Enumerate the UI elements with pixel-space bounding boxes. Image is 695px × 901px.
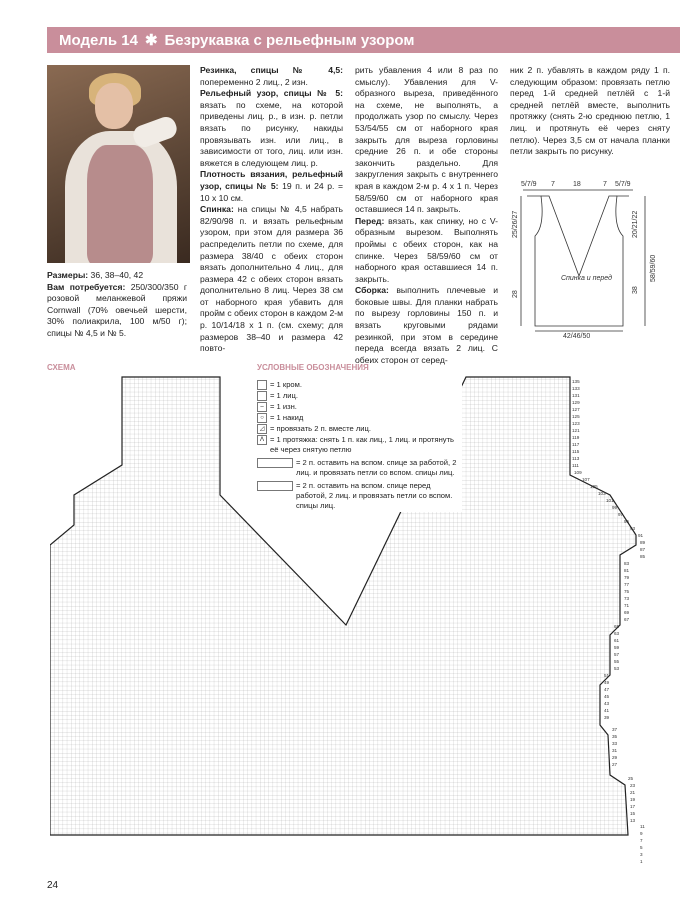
center-label: Спинка и перед bbox=[561, 275, 612, 282]
row-number-99: 99 bbox=[612, 505, 618, 510]
row-number-53: 53 bbox=[614, 666, 620, 671]
row-number-91: 91 bbox=[638, 533, 644, 538]
legend-item: ○ = 1 накид bbox=[257, 413, 462, 423]
row-number-109: 109 bbox=[574, 470, 582, 475]
column-1: Резинка, спицы № 4,5: попеременно 2 лиц., 2 изн. Рельефный узор, спицы № 5: вязать по схеме, на которой приведены лиц. р., в изн. р. петли вязать по рисунку, накиды провязывать изн. или лиц., в зависимости от того, лиц. или изн. вяжется в следующем лиц. р. Плотность вязания, рельефный узор, спицы № 5: 19 п. и 24 р. = 10 х 10 см. Спинка: на спицы № 4,5 набрать 82/90/98 п. и вязать рельефным узором, при этом для размера 36 распределить петли по схеме, для размера 38/40 с обеих сторон вязать дополнительно 4 лиц., для размера 42 с обеих сторон вязать дополнительно 8 лиц. Через 38 см от наборного края убавить для пройм с обеих сторон в каждом 2-м р. 10/14/18 х 1 п. (см. схему; для размеров 38–40 и размера 42 повто- bbox=[200, 65, 343, 354]
row-number-65: 65 bbox=[614, 624, 620, 629]
row-number-33: 33 bbox=[612, 741, 618, 746]
article-title: Безрукавка с рельефным узором bbox=[164, 31, 415, 49]
row-number-67: 67 bbox=[624, 617, 630, 622]
row-number-85: 85 bbox=[640, 554, 646, 559]
row-number-129: 129 bbox=[572, 400, 580, 405]
legend-title: УСЛОВНЫЕ ОБОЗНАЧЕНИЯ bbox=[257, 363, 369, 372]
row-number-37: 37 bbox=[612, 727, 618, 732]
column-3: ник 2 п. убавлять в каждом ряду 1 п. следующим образом: провязать петлю перед 1-й средней петлёй с 1-й средней петлёй вместе, выполнить протяжку (снять 2-ю среднюю петлю, 1 лиц. и протянуть её через сняту петлю). Через 3,5 см от начала планки петли закрыть по рисунку. bbox=[510, 65, 670, 157]
row-number-133: 133 bbox=[572, 386, 580, 391]
row-number-25: 25 bbox=[628, 776, 634, 781]
legend-item: Λ = 1 протяжка: снять 1 п. как лиц., 1 лиц. и протянуть её через снятую петлю bbox=[257, 435, 462, 455]
row-number-11: 11 bbox=[640, 824, 645, 829]
row-number-93: 93 bbox=[630, 526, 636, 531]
row-number-1: 1 bbox=[640, 859, 643, 864]
row-number-115: 115 bbox=[572, 449, 580, 454]
row-number-103: 103 bbox=[598, 491, 606, 496]
row-number-113: 113 bbox=[572, 456, 580, 461]
row-number-73: 73 bbox=[624, 596, 630, 601]
legend-item: = 1 лиц. bbox=[257, 391, 462, 401]
row-number-89: 89 bbox=[640, 540, 646, 545]
dim-top-left: 5/7/9 bbox=[521, 181, 537, 188]
row-number-29: 29 bbox=[612, 755, 618, 760]
pattern-diagram bbox=[505, 176, 675, 346]
row-number-9: 9 bbox=[640, 831, 643, 836]
row-number-3: 3 bbox=[640, 852, 643, 857]
row-number-31: 31 bbox=[612, 748, 618, 753]
dim-left-2: 28 bbox=[512, 290, 519, 298]
row-number-107: 107 bbox=[582, 477, 590, 482]
row-number-51: 51 bbox=[604, 673, 610, 678]
row-number-35: 35 bbox=[612, 734, 618, 739]
legend-item: – = 1 изн. bbox=[257, 402, 462, 412]
row-number-77: 77 bbox=[624, 582, 630, 587]
row-number-21: 21 bbox=[630, 790, 636, 795]
row-number-101: 101 bbox=[606, 498, 614, 503]
dim-right-2: 58/59/60 bbox=[650, 254, 657, 282]
row-number-59: 59 bbox=[614, 645, 620, 650]
page-number: 24 bbox=[47, 880, 59, 891]
row-number-127: 127 bbox=[572, 407, 580, 412]
row-number-105: 105 bbox=[590, 484, 598, 489]
dim-left-1: 25/26/27 bbox=[512, 210, 519, 238]
model-photo bbox=[47, 65, 190, 263]
model-number: Модель 14 bbox=[59, 31, 138, 49]
row-number-117: 117 bbox=[572, 442, 580, 447]
row-number-83: 83 bbox=[624, 561, 630, 566]
legend-item: = 2 п. оставить на вспом. спице за работой, 2 лиц. и провязать петли со вспом. спицы лиц. bbox=[257, 458, 462, 478]
row-number-69: 69 bbox=[624, 610, 630, 615]
row-number-135: 135 bbox=[572, 379, 580, 384]
row-number-23: 23 bbox=[630, 783, 636, 788]
column-sizes: Размеры: 36, 38–40, 42 Вам потребуется: 250/300/350 г розовой меланжевой пряжи Cornwall (70% овечьей шерсти, 30% полиакрила, 100 м/50 г); спицы № 4,5 и № 5. bbox=[47, 270, 188, 338]
row-number-81: 81 bbox=[624, 568, 630, 573]
row-number-17: 17 bbox=[630, 804, 636, 809]
row-number-7: 7 bbox=[640, 838, 643, 843]
row-number-45: 45 bbox=[604, 694, 610, 699]
dim-right-1: 20/21/22 bbox=[632, 210, 639, 238]
row-number-41: 41 bbox=[604, 708, 610, 713]
row-number-75: 75 bbox=[624, 589, 630, 594]
row-number-131: 131 bbox=[572, 393, 580, 398]
legend-item: = 1 кром. bbox=[257, 380, 462, 390]
row-number-71: 71 bbox=[624, 603, 630, 608]
row-number-97: 97 bbox=[618, 512, 624, 517]
row-number-79: 79 bbox=[624, 575, 630, 580]
title-banner bbox=[47, 27, 680, 53]
legend-item: = 2 п. оставить на вспом. спице перед работой, 2 лиц. и провязать петли со вспом. спицы лиц. bbox=[257, 481, 462, 511]
row-number-121: 121 bbox=[572, 428, 580, 433]
column-2: рить убавления 4 или 8 раз по смыслу). Убавления для V-образного выреза, приведённого на схеме, не выполнять, а продолжать узор по смыслу. Через 53/54/55 см от наборного края закрыть для выреза горловины средние 26 п. и обе стороны закончить раздельно. Для закругления закрыть с внутреннего края в каждом 2-м р. 4 х 1 п. Через 58/59/60 см от наборного края оставшиеся 14 п. закрыть. Перед: вязать, как спинку, но с V-образным вырезом. Выполнять проймы с обеих сторон, как на спинке. Через 58/59/60 см от наборного края оставшиеся 14 п. закрыть. Сборка: выполнить плечевые и боковые швы. Для планки набрать по вырезу горловины 150 п. и вязать круговыми рядами резинкой, при этом в середине переда всегда вязать 2 лиц. С обеих сторон от серед- bbox=[355, 65, 498, 365]
legend-box bbox=[257, 380, 462, 512]
row-number-55: 55 bbox=[614, 659, 620, 664]
dim-top-right: 5/7/9 bbox=[615, 181, 631, 188]
dim-right-3: 38 bbox=[632, 286, 639, 294]
row-number-19: 19 bbox=[630, 797, 636, 802]
row-number-5: 5 bbox=[640, 845, 643, 850]
row-number-111: 111 bbox=[572, 463, 579, 468]
row-number-125: 125 bbox=[572, 414, 580, 419]
dim-top-center: 18 bbox=[573, 181, 581, 188]
row-number-43: 43 bbox=[604, 701, 610, 706]
row-number-95: 95 bbox=[624, 519, 630, 524]
star-icon: ✱ bbox=[144, 32, 158, 49]
row-number-87: 87 bbox=[640, 547, 646, 552]
row-number-61: 61 bbox=[614, 638, 620, 643]
row-number-13: 13 bbox=[630, 818, 636, 823]
dim-top-strap-l: 7 bbox=[551, 181, 555, 188]
schema-label: СХЕМА bbox=[47, 363, 76, 372]
row-number-57: 57 bbox=[614, 652, 620, 657]
dim-top-strap-r: 7 bbox=[603, 181, 607, 188]
row-number-123: 123 bbox=[572, 421, 580, 426]
dim-bottom: 42/46/50 bbox=[563, 333, 591, 340]
row-number-15: 15 bbox=[630, 811, 636, 816]
legend-item: ◿ = провязать 2 п. вместе лиц. bbox=[257, 424, 462, 434]
row-number-119: 119 bbox=[572, 435, 580, 440]
row-number-63: 63 bbox=[614, 631, 620, 636]
row-number-47: 47 bbox=[604, 687, 610, 692]
row-number-39: 39 bbox=[604, 715, 610, 720]
row-number-27: 27 bbox=[612, 762, 618, 767]
row-number-49: 49 bbox=[604, 680, 610, 685]
